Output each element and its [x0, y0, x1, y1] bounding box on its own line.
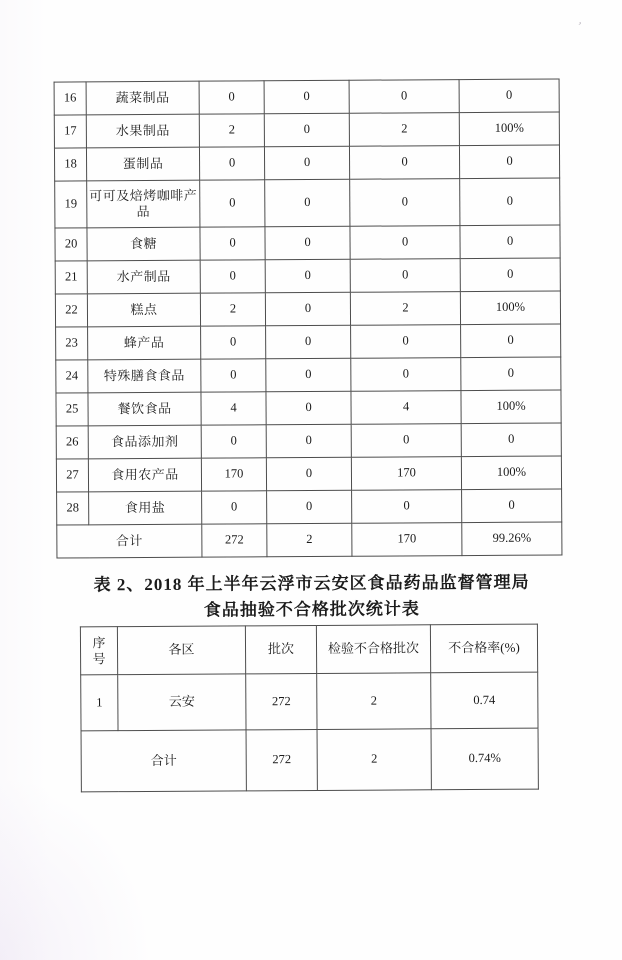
value-cell: 0	[351, 424, 461, 458]
table-row	[56, 357, 561, 393]
district-failed-batches-table	[80, 624, 539, 793]
total-value-cell: 2	[317, 729, 431, 791]
total-value-cell: 272	[246, 729, 317, 790]
table-row	[54, 112, 559, 148]
value-cell: 0	[461, 324, 561, 358]
category-cell: 蛋制品	[86, 147, 199, 181]
value-cell: 0.74	[431, 672, 538, 729]
value-cell: 0	[462, 489, 562, 523]
value-cell: 0	[460, 178, 560, 226]
value-cell: 0	[266, 424, 351, 458]
category-cell: 水产制品	[87, 260, 200, 294]
row-index-cell: 20	[55, 228, 87, 261]
table-row	[55, 258, 560, 294]
table-row	[56, 324, 561, 360]
value-cell: 0	[350, 259, 460, 293]
value-cell: 0	[266, 325, 351, 359]
row-index-cell: 18	[54, 148, 86, 181]
table2-total-row	[81, 728, 538, 792]
value-cell: 0	[199, 147, 264, 180]
value-cell: 0	[264, 113, 349, 147]
food-sampling-table-continuation	[54, 78, 563, 558]
value-cell: 0	[349, 80, 459, 114]
total-label-cell: 合计	[57, 524, 202, 558]
table2-title-line2: 食品抽验不合格批次统计表	[203, 599, 420, 620]
value-cell: 4	[201, 392, 266, 425]
value-cell: 0	[349, 146, 459, 180]
value-cell: 170	[201, 458, 266, 491]
category-cell: 食用盐	[89, 491, 202, 525]
value-cell: 4	[351, 391, 461, 425]
value-cell: 0	[266, 391, 351, 425]
value-cell: 0	[201, 326, 266, 359]
value-cell: 2	[200, 293, 265, 326]
value-cell: 0	[352, 490, 462, 524]
table2-title	[1, 569, 622, 625]
table1-body	[54, 79, 562, 558]
table-row	[56, 423, 561, 459]
column-header-cell: 批次	[245, 625, 316, 673]
total-value-cell: 99.26%	[462, 522, 562, 556]
value-cell: 2	[199, 114, 264, 147]
category-cell: 食糖	[87, 227, 200, 261]
row-index-cell: 25	[56, 393, 88, 426]
total-value-cell: 170	[352, 523, 462, 557]
category-cell: 糕点	[87, 293, 200, 327]
category-cell: 食品添加剂	[88, 425, 201, 459]
column-header-cell: 检验不合格批次	[316, 625, 430, 674]
value-cell: 0	[265, 179, 350, 227]
value-cell: 0	[266, 358, 351, 392]
value-cell: 0	[460, 258, 560, 292]
value-cell: 2	[349, 113, 459, 147]
category-cell: 蔬菜制品	[86, 81, 199, 115]
value-cell: 0	[265, 259, 350, 293]
value-cell: 170	[351, 457, 461, 491]
table-row	[55, 178, 560, 228]
category-cell: 食用农产品	[88, 458, 201, 492]
row-index-cell: 26	[56, 426, 88, 459]
value-cell: 0	[200, 180, 265, 227]
table-row	[54, 79, 559, 115]
total-label-cell: 合计	[81, 730, 246, 792]
value-cell: 100%	[461, 390, 561, 424]
column-header-cell: 序号	[80, 627, 117, 675]
value-cell: 0	[199, 81, 264, 114]
table2	[80, 624, 539, 793]
table-row	[57, 489, 562, 525]
table-row	[81, 672, 538, 731]
row-index-cell: 16	[54, 82, 86, 115]
value-cell: 0	[265, 292, 350, 326]
value-cell: 0	[201, 359, 266, 392]
scan-artifact-mark: ’	[575, 20, 583, 33]
category-cell: 水果制品	[86, 114, 199, 148]
value-cell: 0	[351, 325, 461, 359]
value-cell: 0	[200, 260, 265, 293]
row-index-cell: 1	[81, 675, 118, 731]
value-cell: 0	[265, 226, 350, 260]
total-value-cell: 272	[202, 524, 267, 557]
table-row	[56, 390, 561, 426]
value-cell: 100%	[461, 456, 561, 490]
value-cell: 0	[200, 227, 265, 260]
table-row	[56, 456, 561, 492]
category-cell: 餐饮食品	[88, 392, 201, 426]
row-index-cell: 24	[56, 360, 88, 393]
value-cell: 0	[459, 145, 559, 179]
table1-total-row	[57, 522, 562, 558]
value-cell: 0	[350, 226, 460, 260]
table-row	[54, 145, 559, 181]
total-value-cell: 2	[267, 523, 352, 557]
value-cell: 2	[317, 673, 431, 730]
row-index-cell: 19	[55, 181, 87, 228]
table2-title-line1: 表 2、2018 年上半年云浮市云安区食品药品监督管理局	[93, 572, 530, 595]
column-header-cell: 各区	[117, 626, 245, 675]
value-cell: 0	[264, 80, 349, 114]
value-cell: 0	[461, 357, 561, 391]
row-index-cell: 22	[55, 294, 87, 327]
value-cell: 0	[267, 490, 352, 524]
table2-body	[80, 624, 538, 792]
total-value-cell: 0.74%	[431, 728, 538, 790]
row-index-cell: 27	[56, 459, 88, 492]
row-index-cell: 21	[55, 261, 87, 294]
value-cell: 0	[266, 457, 351, 491]
category-cell: 蜂产品	[88, 326, 201, 360]
table-row	[55, 225, 560, 261]
table-row	[55, 291, 560, 327]
value-cell: 272	[246, 673, 317, 729]
column-header-cell: 不合格率(%)	[430, 624, 537, 673]
row-index-cell: 17	[54, 115, 86, 148]
row-index-cell: 23	[56, 327, 88, 360]
table1	[54, 78, 563, 558]
value-cell: 100%	[460, 291, 560, 325]
value-cell: 0	[201, 425, 266, 458]
category-cell: 可可及焙烤咖啡产品	[87, 180, 200, 228]
value-cell: 0	[460, 225, 560, 259]
category-cell: 特殊膳食食品	[88, 359, 201, 393]
value-cell: 0	[459, 79, 559, 113]
district-cell: 云安	[118, 674, 246, 731]
value-cell: 0	[461, 423, 561, 457]
value-cell: 0	[264, 146, 349, 180]
value-cell: 0	[351, 358, 461, 392]
value-cell: 0	[350, 179, 460, 227]
table2-header-row	[80, 624, 537, 675]
value-cell: 100%	[459, 112, 559, 146]
row-index-cell: 28	[57, 492, 89, 525]
value-cell: 0	[202, 491, 267, 524]
value-cell: 2	[350, 292, 460, 326]
